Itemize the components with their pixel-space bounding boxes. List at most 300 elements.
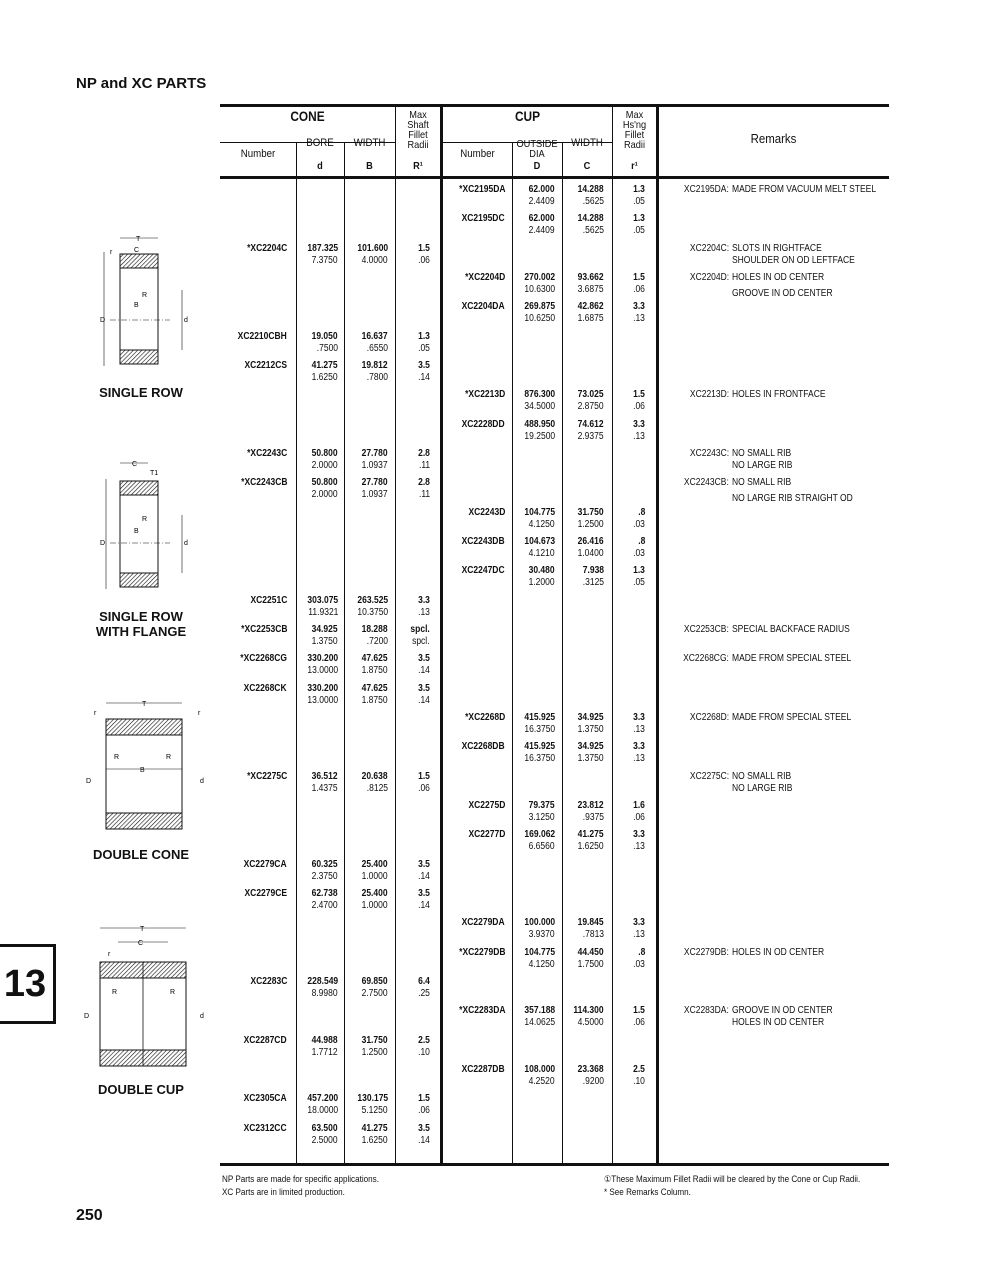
diagram-letter: D [100, 317, 106, 324]
cone-width-in: 4.0000 [361, 254, 388, 266]
footnote: ①These Maximum Fillet Radii will be cleared by the Cone or Cup Radii. [604, 1174, 861, 1184]
remark-text: HOLES IN OD CENTER [732, 946, 825, 958]
remark-label: XC2243CB: [684, 477, 729, 489]
diagram-letter: r [94, 710, 97, 717]
cone-bore-in: 7.3750 [311, 254, 338, 266]
cup-width-in: 1.6250 [577, 841, 604, 853]
table-row [220, 360, 890, 389]
table-bottom-rule [220, 1163, 889, 1166]
cone-part-number: XC2251C [250, 594, 287, 606]
cone-width-mm: 41.275 [361, 1122, 388, 1134]
cone-width-in: .6550 [366, 342, 388, 354]
cup-fillet-radius-mm: 3.3 [633, 301, 645, 313]
cup-header: CUP [514, 109, 541, 124]
cone-bore-mm: 63.500 [311, 1122, 338, 1134]
cone-bore-in: 13.0000 [307, 694, 338, 706]
cup-outside-dia-in: 10.6250 [524, 313, 555, 325]
diagram-letter: D [86, 778, 92, 785]
cone-part-number: XC2312CC [243, 1122, 287, 1134]
cup-outside-dia-in: 1.2000 [528, 577, 555, 589]
table-row [220, 331, 890, 360]
cone-width-in: .7800 [366, 371, 388, 383]
cone-width-in: 1.8750 [361, 665, 388, 677]
bore-header: BORE [306, 137, 334, 149]
cone-fillet-radius-mm: 1.5 [418, 1093, 430, 1105]
remark-text: MADE FROM VACUUM MELT STEEL [732, 184, 877, 195]
hdr-line: Radii [407, 139, 429, 151]
cup-outside-dia-mm: 62.000 [528, 184, 555, 195]
cone-fillet-radius-in: .14 [418, 694, 430, 706]
cone-bore-mm: 34.925 [311, 623, 338, 635]
cup-outside-dia-in: 3.1250 [528, 811, 555, 823]
cone-width-mm: 47.625 [361, 682, 388, 694]
cup-fillet-radius-in: .06 [633, 811, 645, 823]
cone-part-number: XC2283C [250, 975, 287, 987]
cone-fillet-radius-mm: 3.5 [418, 1122, 430, 1134]
cup-outside-dia-in: 10.6300 [524, 283, 555, 295]
cone-width-mm: 25.400 [361, 858, 388, 870]
cup-outside-dia-mm: 415.925 [524, 711, 555, 723]
hdr-line: Fillet [408, 129, 428, 141]
footnote: * See Remarks Column. [604, 1187, 691, 1197]
cone-bore-mm: 330.200 [307, 653, 338, 665]
cone-width-in: .8125 [366, 782, 388, 794]
cone-fillet-radius-mm: 1.3 [418, 330, 430, 342]
cup-part-number: XC2195DC [461, 213, 505, 225]
hdr-line: Max [625, 109, 644, 121]
cone-width-in: 5.1250 [361, 1105, 388, 1117]
cup-width-in: 4.5000 [577, 1017, 604, 1029]
cup-fillet-radius-mm: .8 [637, 506, 645, 518]
cup-outside-dia-mm: 488.950 [524, 418, 555, 430]
cone-bore-in: 13.0000 [307, 665, 338, 677]
cone-fillet-radius-in: .06 [418, 1105, 430, 1117]
cone-bore-mm: 44.988 [311, 1034, 338, 1046]
cup-part-number: *XC2268D [464, 711, 505, 723]
cup-fillet-radius-mm: 1.5 [633, 1005, 645, 1017]
cup-width-in: .5625 [582, 225, 604, 237]
table-row [220, 976, 890, 1005]
cone-width-mm: 31.750 [361, 1034, 388, 1046]
cup-width-in: 1.2500 [577, 518, 604, 530]
remark-text: NO SMALL RIB [732, 770, 792, 782]
cup-outside-dia-in: 6.6560 [528, 841, 555, 853]
footnote: NP Parts are made for specific applications. [222, 1174, 379, 1184]
diagram-letter: R [142, 516, 148, 523]
cup-fillet-radius-in: .13 [633, 430, 645, 442]
cone-width-symbol: B [366, 160, 373, 172]
remark-label: XC2275C: [689, 770, 729, 782]
cup-width-mm: 7.938 [582, 565, 604, 577]
remark-label: XC2213D: [689, 389, 729, 401]
cone-width-in: 2.7500 [361, 987, 388, 999]
cone-bore-mm: 330.200 [307, 682, 338, 694]
cone-fillet-radius-in: .06 [418, 254, 430, 266]
cup-outside-dia-mm: 104.673 [524, 535, 555, 547]
cup-fillet-radius-mm: 1.5 [633, 389, 645, 401]
remark-label: XC2268CG: [683, 653, 729, 665]
cone-fillet-radius-in: .05 [418, 342, 430, 354]
cup-part-number: *XC2283DA [458, 1005, 505, 1017]
double-cone-label: DOUBLE CONE [92, 847, 190, 862]
remark-text: GROOVE IN OD CENTER [732, 287, 833, 299]
remark-text: HOLES IN OD CENTER [732, 1017, 825, 1029]
remark-label: XC2243C: [689, 447, 729, 459]
cone-width-mm: 47.625 [361, 653, 388, 665]
cup-part-number: XC2243DB [461, 535, 505, 547]
hdr-line: DIA [529, 148, 545, 160]
single-row-flange-label [80, 609, 202, 639]
diagram-letter: r [108, 951, 111, 958]
cone-part-number: *XC2253CB [240, 623, 287, 635]
cone-header: CONE [290, 109, 325, 124]
label-line: SINGLE ROW [99, 609, 183, 624]
cup-outside-dia-in: 14.0625 [524, 1017, 555, 1029]
single-row-label: SINGLE ROW [99, 385, 183, 400]
single-row-flange-diagram [90, 455, 200, 595]
remark-text: MADE FROM SPECIAL STEEL [732, 653, 852, 665]
diagram-letter: R [114, 754, 120, 761]
cup-outside-dia-mm: 104.775 [524, 946, 555, 958]
cup-part-number: *XC2213D [464, 389, 505, 401]
cone-part-number: XC2287CD [243, 1034, 287, 1046]
table-row [220, 741, 890, 770]
hdr-line: Radii [623, 139, 646, 151]
table-row [220, 947, 890, 976]
table-row [220, 917, 890, 946]
cup-fillet-radius-in: .05 [633, 577, 645, 589]
cup-outside-dia-in: 2.4409 [528, 225, 555, 237]
remark-label: XC2268D: [689, 711, 729, 723]
cup-fillet-radius-in: .13 [633, 753, 645, 765]
cone-bore-mm: 19.050 [311, 330, 338, 342]
remark-text: NO LARGE RIB STRAIGHT OD [732, 493, 853, 505]
housing-radius-symbol: r¹ [631, 160, 638, 172]
cone-fillet-radius-mm: 2.5 [418, 1034, 430, 1046]
cup-width-header: WIDTH [571, 137, 603, 149]
cup-fillet-radius-mm: 3.3 [633, 711, 645, 723]
cup-width-mm: 31.750 [577, 506, 604, 518]
cone-bore-mm: 228.549 [307, 975, 338, 987]
table-row [220, 507, 890, 536]
cone-width-mm: 20.638 [361, 770, 388, 782]
page-title: NP and XC PARTS [76, 75, 207, 92]
footer-notes-right [604, 1173, 860, 1199]
cup-fillet-radius-in: .05 [633, 196, 645, 207]
diagram-letter: T1 [150, 470, 159, 477]
table-row [220, 800, 890, 829]
cup-fillet-radius-mm: .8 [637, 946, 645, 958]
cone-width-in: 1.0000 [361, 870, 388, 882]
remark-text: SHOULDER ON OD LEFTFACE [732, 254, 855, 266]
cup-fillet-radius-mm: .8 [637, 535, 645, 547]
cone-width-mm: 27.780 [361, 477, 388, 489]
cup-part-number: *XC2204D [464, 271, 505, 283]
remark-text: NO LARGE RIB [732, 782, 793, 794]
page-number: 250 [76, 1207, 103, 1224]
cone-part-number: XC2279CE [244, 887, 287, 899]
remark-text: NO SMALL RIB [732, 447, 792, 459]
max-shaft-header [399, 110, 438, 150]
cone-fillet-radius-in: .14 [418, 371, 430, 383]
cup-outside-dia-in: 4.1210 [528, 547, 555, 559]
table-row [220, 419, 890, 448]
cup-outside-dia-in: 19.2500 [524, 430, 555, 442]
cup-part-number: *XC2279DB [458, 946, 505, 958]
remark-label: XC2253CB: [684, 623, 729, 635]
diagram-letter: D [100, 540, 106, 547]
cup-width-mm: 34.925 [577, 741, 604, 753]
cone-part-number: XC2210CBH [237, 330, 287, 342]
cup-width-in: 1.7500 [577, 958, 604, 970]
table-row [220, 1093, 890, 1122]
cone-part-number: XC2305CA [243, 1093, 287, 1105]
cup-fillet-radius-mm: 3.3 [633, 829, 645, 841]
cup-width-mm: 23.812 [577, 799, 604, 811]
cup-part-number: XC2268DB [461, 741, 505, 753]
cone-bore-mm: 36.512 [311, 770, 338, 782]
cup-fillet-radius-in: .05 [633, 225, 645, 237]
cup-fillet-radius-mm: 3.3 [633, 418, 645, 430]
cup-width-mm: 73.025 [577, 389, 604, 401]
table-row [220, 771, 890, 800]
footnote: XC Parts are in limited production. [222, 1187, 345, 1197]
cone-bore-in: 2.0000 [311, 459, 338, 471]
cone-part-number: *XC2275C [246, 770, 287, 782]
cone-bore-mm: 60.325 [311, 858, 338, 870]
cone-fillet-radius-in: .11 [418, 459, 430, 471]
cone-part-number: XC2212CS [244, 359, 287, 371]
cone-fillet-radius-in: .14 [418, 899, 430, 911]
single-row-bearing-diagram [90, 232, 200, 382]
cone-fillet-radius-mm: 3.5 [418, 653, 430, 665]
cup-width-mm: 41.275 [577, 829, 604, 841]
bore-symbol: d [317, 160, 323, 172]
cup-outside-dia-in: 4.2520 [528, 1075, 555, 1087]
remark-text: HOLES IN OD CENTER [732, 271, 825, 283]
cup-fillet-radius-in: .13 [633, 313, 645, 325]
cone-width-mm: 16.637 [361, 330, 388, 342]
cup-width-in: .9375 [582, 811, 604, 823]
cup-part-number: XC2247DC [461, 565, 505, 577]
cone-bore-in: 1.3750 [311, 635, 338, 647]
table-row [220, 1064, 890, 1093]
cup-width-in: 1.6875 [577, 313, 604, 325]
cup-part-number: *XC2195DA [458, 184, 505, 195]
shaft-radius-symbol: R¹ [413, 160, 423, 172]
diagram-letter: r [198, 710, 201, 717]
cup-width-in: .5625 [582, 196, 604, 207]
table-row [220, 184, 890, 213]
cone-width-in: 1.0937 [361, 459, 388, 471]
cup-width-mm: 19.845 [577, 917, 604, 929]
cone-fillet-radius-in: .25 [418, 987, 430, 999]
cup-fillet-radius-mm: 1.6 [633, 799, 645, 811]
cup-outside-dia-mm: 269.875 [524, 301, 555, 313]
table-row [220, 653, 890, 682]
cone-bore-in: 1.7712 [311, 1046, 338, 1058]
cone-part-number: *XC2243C [246, 447, 287, 459]
cup-outside-dia-in: 2.4409 [528, 196, 555, 207]
diagram-letter: d [200, 778, 204, 785]
cone-fillet-radius-in: .14 [418, 870, 430, 882]
cone-bore-mm: 50.800 [311, 477, 338, 489]
diagram-letter: r [110, 249, 113, 256]
cup-outside-dia-mm: 30.480 [528, 565, 555, 577]
cone-width-mm: 130.175 [357, 1093, 388, 1105]
diagram-letter: R [112, 989, 118, 996]
cone-width-mm: 18.288 [361, 623, 388, 635]
cone-part-number: *XC2268CG [240, 653, 287, 665]
cup-fillet-radius-in: .13 [633, 929, 645, 941]
cup-outside-dia-mm: 415.925 [524, 741, 555, 753]
cone-bore-in: 2.3750 [311, 870, 338, 882]
cup-width-mm: 44.450 [577, 946, 604, 958]
table-row [220, 595, 890, 624]
cup-width-in: .3125 [582, 577, 604, 589]
table-row [220, 1035, 890, 1064]
od-header [515, 139, 559, 159]
table-row [220, 624, 890, 653]
cone-part-number: XC2279CA [243, 858, 287, 870]
cone-width-in: 10.3750 [357, 606, 388, 618]
cup-fillet-radius-in: .03 [633, 547, 645, 559]
cup-fillet-radius-in: .06 [633, 1017, 645, 1029]
table-row [220, 301, 890, 330]
diagram-letter: D [84, 1013, 90, 1020]
diagram-letter: T [140, 926, 145, 933]
cup-outside-dia-in: 4.1250 [528, 518, 555, 530]
diagram-letter: T [142, 701, 147, 708]
cup-fillet-radius-in: .03 [633, 518, 645, 530]
diagram-letter: R [166, 754, 172, 761]
remark-label: XC2204D: [689, 271, 729, 283]
table-row [220, 389, 890, 418]
cone-part-number: *XC2243CB [240, 477, 287, 489]
diagram-letter: C [132, 461, 138, 468]
hdr-line: Hs'ng [622, 119, 647, 131]
cup-fillet-radius-in: .06 [633, 401, 645, 413]
cone-part-number: XC2268CK [243, 682, 287, 694]
remark-text: GROOVE IN OD CENTER [732, 1005, 833, 1017]
cone-bore-mm: 303.075 [307, 594, 338, 606]
cone-fillet-radius-mm: 3.5 [418, 858, 430, 870]
diagram-letter: R [170, 989, 176, 996]
cup-outside-dia-mm: 104.775 [524, 506, 555, 518]
remarks-header: Remarks [750, 131, 797, 146]
table-row [220, 888, 890, 917]
cup-part-number: XC2279DA [461, 917, 505, 929]
table-row [220, 1005, 890, 1034]
cup-width-mm: 23.368 [577, 1063, 604, 1075]
cup-fillet-radius-mm: 3.3 [633, 917, 645, 929]
cone-bore-in: 2.4700 [311, 899, 338, 911]
diagram-letter: d [184, 317, 188, 324]
footer-notes-left [222, 1173, 379, 1199]
cone-bore-mm: 62.738 [311, 887, 338, 899]
cone-bore-in: 1.6250 [311, 371, 338, 383]
diagram-letter: d [184, 540, 188, 547]
cone-bore-in: 18.0000 [307, 1105, 338, 1117]
cone-fillet-radius-mm: 1.5 [418, 242, 430, 254]
cone-fillet-radius-mm: 1.5 [418, 770, 430, 782]
cone-bore-mm: 50.800 [311, 447, 338, 459]
cup-outside-dia-mm: 108.000 [524, 1063, 555, 1075]
diagram-letter: C [134, 247, 140, 254]
cup-width-mm: 14.288 [577, 213, 604, 225]
diagram-letter: B [134, 302, 139, 309]
cup-number-header: Number [460, 148, 495, 160]
cup-outside-dia-mm: 357.188 [524, 1005, 555, 1017]
table-row [220, 477, 890, 506]
cup-width-in: 1.3750 [577, 753, 604, 765]
table-row [220, 243, 890, 272]
cone-bore-in: 11.9321 [307, 606, 338, 618]
cone-bore-in: 8.9980 [311, 987, 338, 999]
cone-width-in: 1.0937 [361, 489, 388, 501]
remark-label: XC2195DA: [684, 184, 729, 195]
cup-width-in: 2.8750 [577, 401, 604, 413]
cone-bore-mm: 457.200 [307, 1093, 338, 1105]
cup-width-in: 2.9375 [577, 430, 604, 442]
cup-outside-dia-in: 34.5000 [524, 401, 555, 413]
remark-text: NO LARGE RIB [732, 459, 793, 471]
remark-text: SLOTS IN RIGHTFACE [732, 242, 822, 254]
table-row [220, 859, 890, 888]
cone-fillet-radius-in: .06 [418, 782, 430, 794]
cup-outside-dia-mm: 169.062 [524, 829, 555, 841]
cup-width-in: 1.0400 [577, 547, 604, 559]
diagram-letter: B [134, 528, 139, 535]
table-row [220, 213, 890, 242]
cup-width-mm: 14.288 [577, 184, 604, 195]
cup-fillet-radius-mm: 2.5 [633, 1063, 645, 1075]
cup-width-symbol: C [583, 160, 591, 172]
cup-outside-dia-mm: 270.002 [524, 271, 555, 283]
cup-outside-dia-mm: 100.000 [524, 917, 555, 929]
hdr-line: Max [409, 109, 427, 121]
hdr-line: Fillet [624, 129, 645, 141]
cup-width-mm: 26.416 [577, 535, 604, 547]
cup-fillet-radius-mm: 1.3 [633, 565, 645, 577]
cup-width-mm: 93.662 [577, 271, 604, 283]
cup-outside-dia-mm: 79.375 [528, 799, 555, 811]
cup-fillet-radius-in: .03 [633, 958, 645, 970]
diagram-letter: d [200, 1013, 204, 1020]
cup-fillet-radius-in: .06 [633, 283, 645, 295]
cup-part-number: XC2275D [468, 799, 505, 811]
double-cup-diagram [78, 922, 218, 1077]
cone-part-number: *XC2204C [246, 242, 287, 254]
cup-fillet-radius-mm: 1.3 [633, 213, 645, 225]
header-bottom-rule [220, 176, 889, 179]
cone-fillet-radius-in: .13 [418, 606, 430, 618]
table-row [220, 683, 890, 712]
diagram-letter: C [138, 940, 144, 947]
double-cone-diagram [78, 695, 218, 845]
cone-number-header: Number [240, 148, 276, 160]
cone-bore-in: .7500 [316, 342, 338, 354]
cup-width-in: 1.3750 [577, 723, 604, 735]
cone-fillet-radius-mm: 2.8 [418, 447, 430, 459]
cone-width-mm: 263.525 [357, 594, 388, 606]
cup-fillet-radius-in: .10 [633, 1075, 645, 1087]
cone-fillet-radius-in: .10 [418, 1046, 430, 1058]
cup-width-mm: 114.300 [573, 1005, 604, 1017]
cup-fillet-radius-in: .13 [633, 841, 645, 853]
diagram-letter: R [142, 292, 148, 299]
cup-outside-dia-in: 3.9370 [528, 929, 555, 941]
